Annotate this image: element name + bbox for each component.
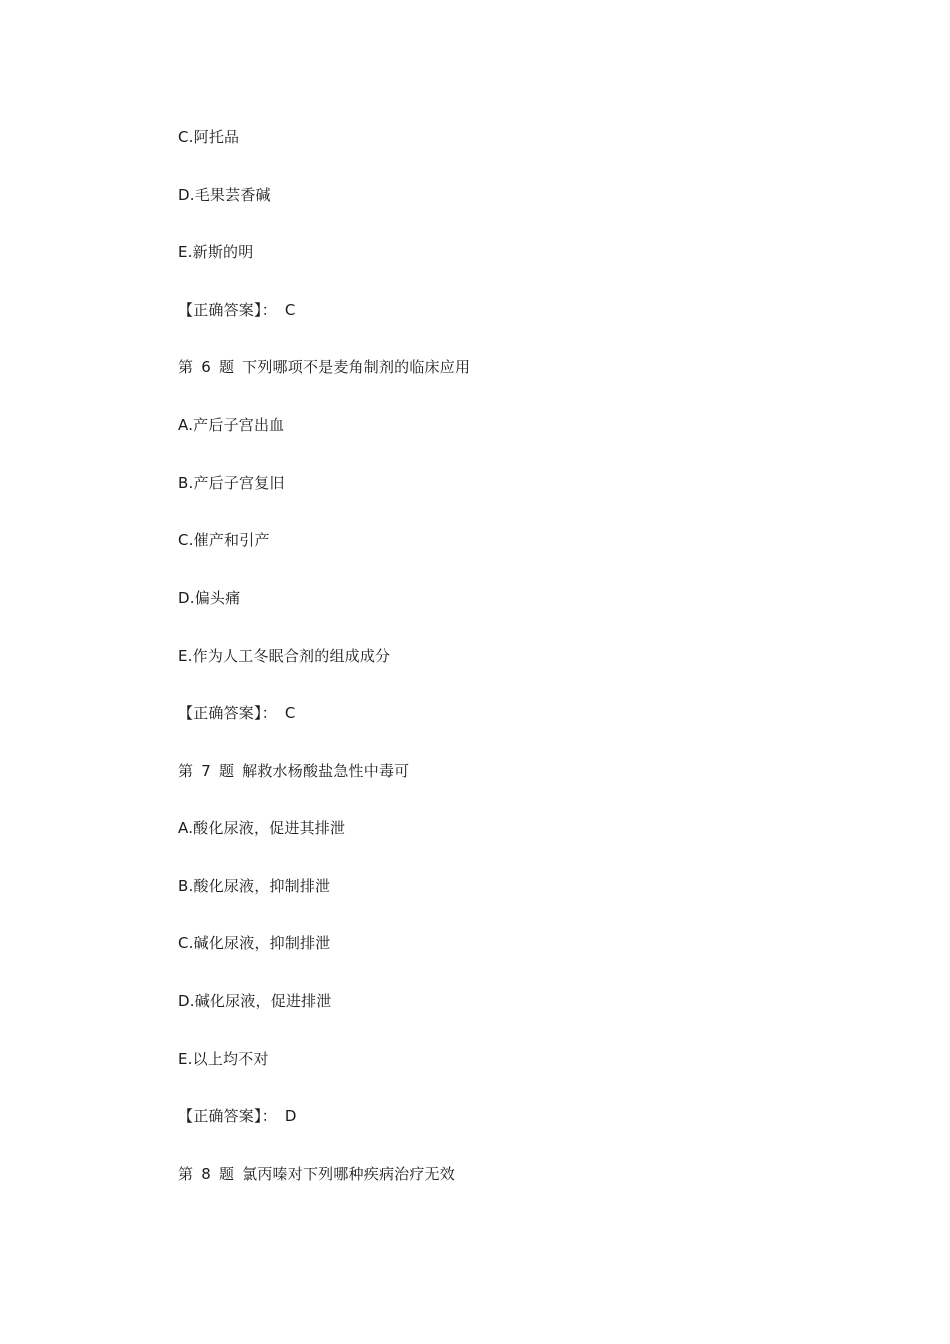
question-number: 6 <box>201 358 211 376</box>
option-e: E.以上均不对 <box>178 1050 269 1068</box>
option-d: D.毛果芸香碱 <box>178 186 271 204</box>
question-number: 8 <box>201 1165 211 1183</box>
answer-label: 【正确答案】： <box>178 704 277 722</box>
correct-answer <box>178 1106 297 1126</box>
answer-value: C <box>284 704 296 722</box>
answer-label: 【正确答案】： <box>178 301 277 319</box>
option-c: C.催产和引产 <box>178 531 270 549</box>
option-b: B.酸化尿液，抑制排泄 <box>178 877 331 895</box>
option-b: B.产后子宫复旧 <box>178 474 285 492</box>
option-c: C.碱化尿液，抑制排泄 <box>178 934 331 952</box>
correct-answer <box>178 300 296 320</box>
correct-answer <box>178 703 296 723</box>
option-c: C.阿托品 <box>178 128 240 146</box>
question-number: 7 <box>201 762 211 780</box>
question-text: 下列哪项不是麦角制剂的临床应用 <box>242 358 471 376</box>
question-6-heading: 第 6 题 下列哪项不是麦角制剂的临床应用 <box>178 358 471 376</box>
question-text: 氯丙嗪对下列哪种疾病治疗无效 <box>242 1165 455 1183</box>
question-8-heading: 第 8 题 氯丙嗪对下列哪种疾病治疗无效 <box>178 1165 455 1183</box>
option-a: A.产后子宫出血 <box>178 416 285 434</box>
question-text: 解救水杨酸盐急性中毒可 <box>242 762 410 780</box>
option-e: E.新斯的明 <box>178 243 254 261</box>
question-7-heading: 第 7 题 解救水杨酸盐急性中毒可 <box>178 762 410 780</box>
option-a: A.酸化尿液，促进其排泄 <box>178 819 346 837</box>
option-d: D.碱化尿液，促进排泄 <box>178 992 332 1010</box>
option-d: D.偏头痛 <box>178 589 241 607</box>
answer-value: C <box>284 301 296 319</box>
answer-label: 【正确答案】： <box>178 1107 277 1125</box>
answer-value: D <box>284 1107 297 1125</box>
option-e: E.作为人工冬眠合剂的组成成分 <box>178 647 391 665</box>
